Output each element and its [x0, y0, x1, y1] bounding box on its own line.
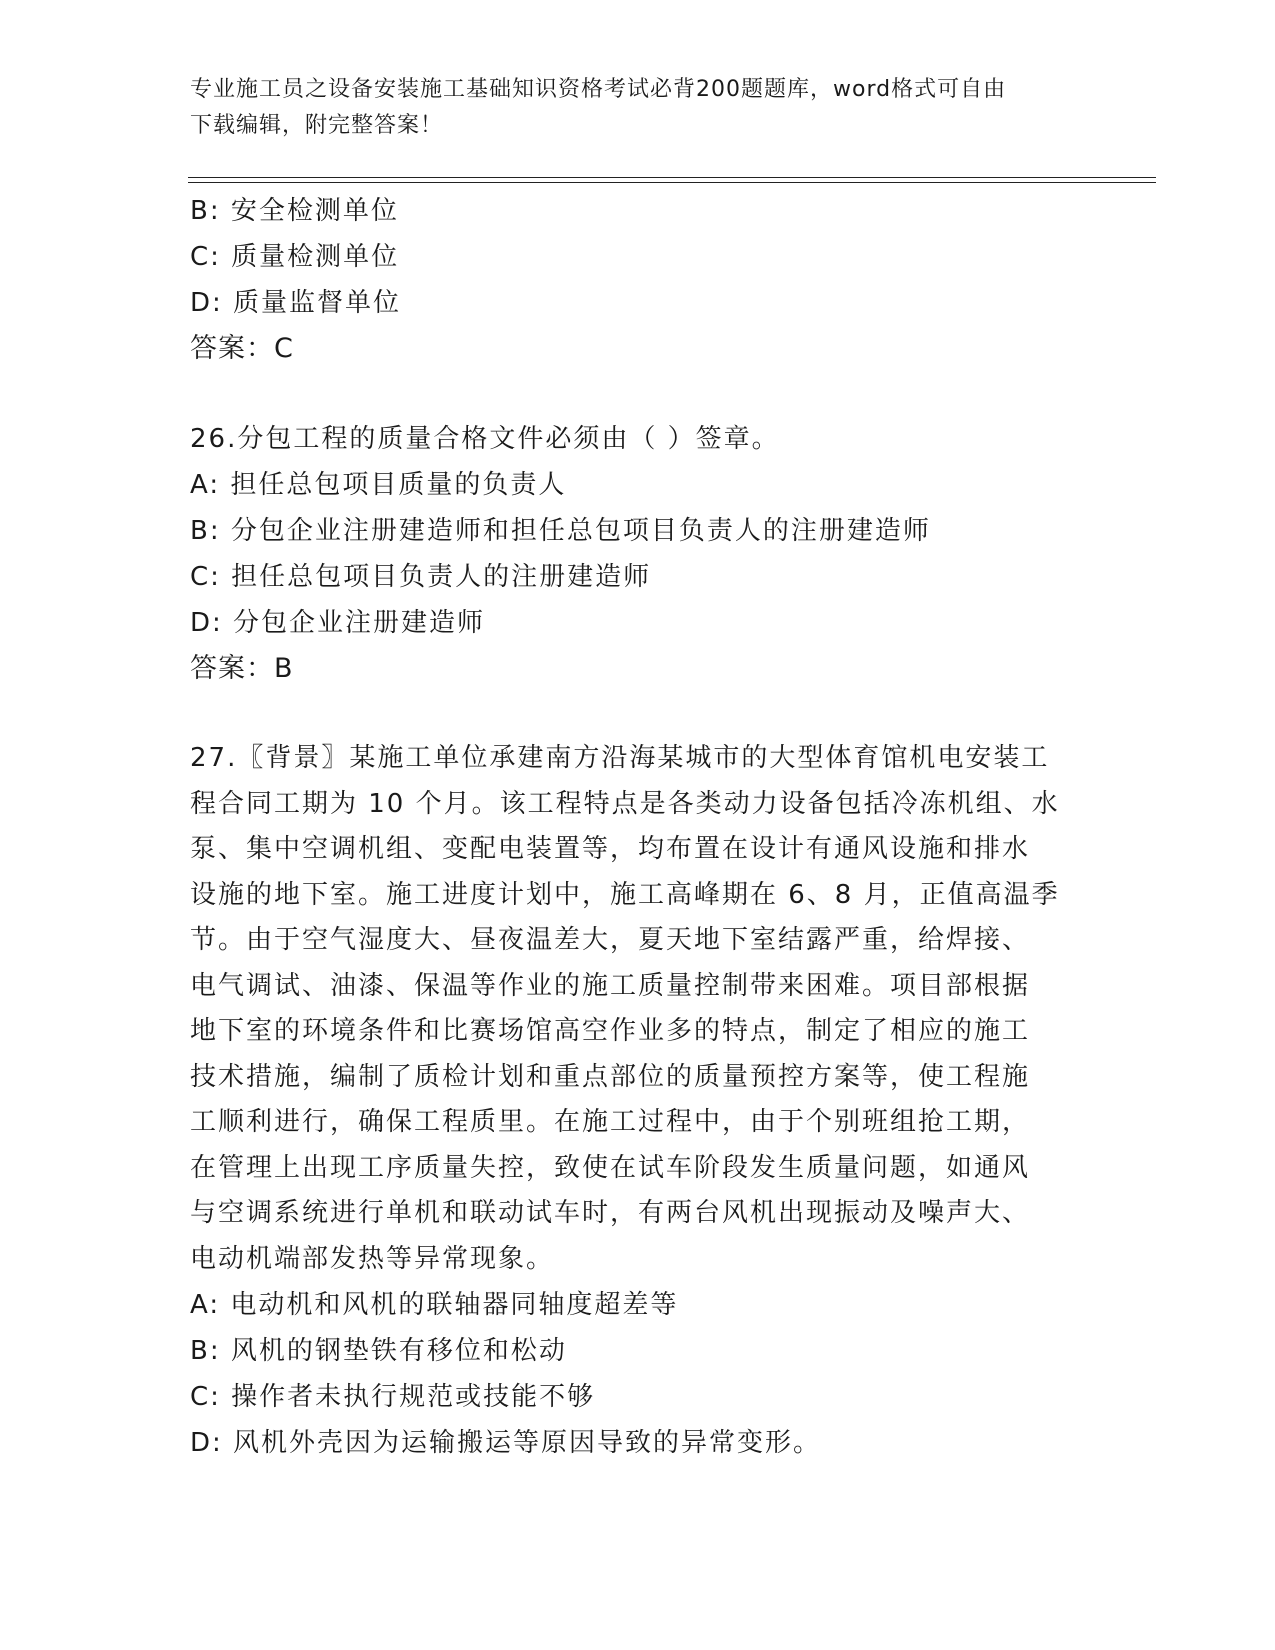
- header-line-1: 专业施工员之设备安装施工基础知识资格考试必背200题题库，word格式可自由: [190, 77, 1007, 102]
- q27-question-line: 工顺利进行，确保工程质里。在施工过程中，由于个别班组抢工期，: [190, 1107, 1031, 1137]
- q26-answer: 答案：B: [190, 653, 294, 684]
- q26-option-b: B: 分包企业注册建造师和担任总包项目负责人的注册建造师: [190, 516, 931, 546]
- q27-question-line: 程合同工期为 10 个月。该工程特点是各类动力设备包括冷冻机组、水: [190, 788, 1060, 819]
- q27-question: [190, 736, 1090, 1282]
- q27-question-line: 在管理上出现工序质量失控，致使在试车阶段发生质量问题，如通风: [190, 1152, 1031, 1183]
- q25-option-b: B: 安全检测单位: [190, 196, 399, 226]
- q27-question-line: 电气调试、油漆、保温等作业的施工质量控制带来困难。项目部根据: [190, 970, 1031, 1001]
- q27-question-line: 地下室的环境条件和比赛场馆高空作业多的特点，制定了相应的施工: [190, 1016, 1031, 1046]
- document-body: [190, 188, 1090, 1466]
- q26-question: 26.分包工程的质量合格文件必须由（ ）签章。: [190, 424, 780, 454]
- q27-question-line: 电动机端部发热等异常现象。: [190, 1243, 555, 1274]
- q27-question-line: 技术措施，编制了质检计划和重点部位的质量预控方案等，使工程施: [190, 1061, 1031, 1092]
- spacer: [190, 372, 1090, 416]
- q27-question-line: 与空调系统进行单机和联动试车时，有两台风机出现振动及噪声大、: [190, 1198, 1031, 1228]
- q27-question-line: 设施的地下室。施工进度计划中，施工高峰期在 6、8 月，正值高温季: [190, 879, 1060, 910]
- header-line-2: 下载编辑，附完整答案！: [190, 113, 444, 138]
- q26-option-a: A: 担任总包项目质量的负责人: [190, 470, 567, 500]
- q27-question-line: 27.〖背景〗某施工单位承建南方沿海某城市的大型体育馆机电安装工: [190, 743, 1050, 773]
- q25-option-c: C: 质量检测单位: [190, 242, 400, 272]
- header-divider-top: [188, 177, 1156, 178]
- q25-option-d: D: 质量监督单位: [190, 288, 402, 318]
- q26-option-c: C: 担任总包项目负责人的注册建造师: [190, 562, 652, 592]
- q27-option-a: A: 电动机和风机的联轴器同轴度超差等: [190, 1290, 679, 1320]
- document-header: [190, 72, 1090, 144]
- q25-answer: 答案：C: [190, 333, 294, 364]
- q27-option-b: B: 风机的钢垫铁有移位和松动: [190, 1336, 567, 1366]
- q27-option-c: C: 操作者未执行规范或技能不够: [190, 1382, 596, 1412]
- q26-option-d: D: 分包企业注册建造师: [190, 608, 486, 638]
- q27-option-d: D: 风机外壳因为运输搬运等原因导致的异常变形。: [190, 1428, 822, 1458]
- spacer: [190, 692, 1090, 736]
- header-divider-bottom: [188, 182, 1156, 183]
- q27-question-line: 泵、集中空调机组、变配电装置等，均布置在设计有通风设施和排水: [190, 834, 1031, 864]
- q27-question-line: 节。由于空气湿度大、昼夜温差大，夏天地下室结露严重，给焊接、: [190, 925, 1031, 955]
